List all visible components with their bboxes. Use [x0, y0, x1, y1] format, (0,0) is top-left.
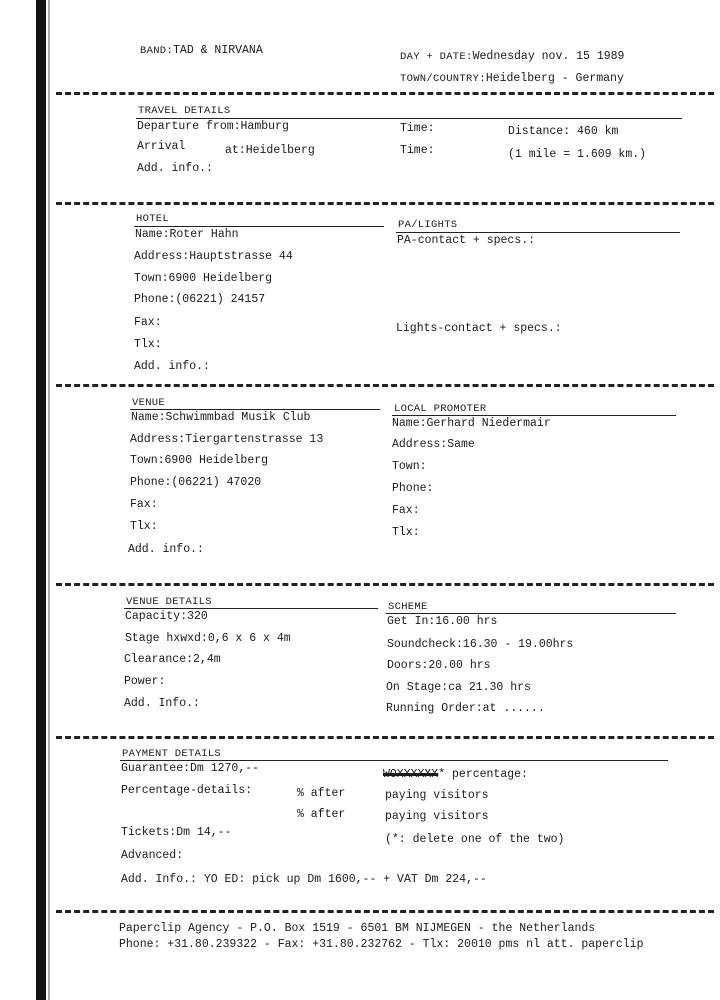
running-order: Running Order:at ...... [386, 702, 545, 715]
stage-dimensions: Stage hxwxd:0,6 x 6 x 4m [125, 632, 291, 645]
section-divider [56, 736, 714, 739]
section-title: LOCAL PROMOTER [394, 403, 487, 415]
tickets-price: Tickets:Dm 14,-- [121, 826, 232, 839]
venue-phone: Phone:(06221) 47020 [130, 476, 262, 489]
hotel-phone: Phone:(06221) 24157 [134, 293, 266, 306]
section-divider [56, 910, 714, 913]
agency-address: Paperclip Agency - P.O. Box 1519 - 6501 BM NIJMEGEN - the Netherlands [119, 922, 596, 935]
section-title: VENUE DETAILS [126, 596, 212, 608]
clearance-field: Clearance:2,4m [124, 653, 221, 666]
mile-conversion: (1 mile = 1.609 km.) [508, 148, 647, 161]
town-country-field: TOWN/COUNTRY:Heidelberg - Germany [400, 72, 624, 85]
payment-add-info: Add. Info.: YO ED: pick up Dm 1600,-- + VAT Dm 224,-- [121, 873, 487, 886]
venue-tlx: Tlx: [130, 520, 158, 533]
departure-field: Departure from:Hamburg [137, 120, 289, 133]
promoter-fax: Fax: [392, 504, 420, 517]
venue-address: Address:Tiergartenstrasse 13 [130, 433, 324, 446]
promoter-town: Town: [392, 460, 427, 473]
pa-contact: PA-contact + specs.: [397, 234, 536, 247]
promoter-tlx: Tlx: [392, 526, 420, 539]
section-rule [386, 613, 676, 614]
soundcheck-time: Soundcheck:16.30 - 19.00hrs [387, 638, 574, 651]
venue-town: Town:6900 Heidelberg [130, 454, 269, 467]
promoter-phone: Phone: [392, 482, 434, 495]
struck-out-option: WOXXXXXX [383, 768, 439, 781]
on-stage-time: On Stage:ca 21.30 hrs [386, 681, 531, 694]
delete-note: (*: delete one of the two) [385, 833, 565, 846]
scan-edge [36, 0, 46, 1000]
section-title: PA/LIGHTS [398, 219, 458, 231]
agency-contact: Phone: +31.80.239322 - Fax: +31.80.232762 - Tlx: 20010 pms nl att. paperclip [119, 938, 644, 951]
section-divider [56, 92, 714, 95]
hotel-town: Town:6900 Heidelberg [134, 272, 273, 285]
lights-contact: Lights-contact + specs.: [396, 322, 562, 335]
section-divider [56, 202, 714, 205]
hotel-address: Address:Hauptstrasse 44 [134, 250, 293, 263]
paying-visitors-2: paying visitors [385, 810, 489, 823]
section-rule [396, 232, 680, 233]
get-in-time: Get In:16.00 hrs [387, 615, 498, 628]
departure-time: Time: [400, 122, 435, 135]
power-field: Power: [124, 675, 166, 688]
section-rule [134, 226, 384, 227]
distance-field: Distance: 460 km [508, 125, 619, 138]
section-divider [56, 384, 714, 387]
after-field-2: % after [297, 808, 346, 821]
section-rule [124, 608, 378, 609]
section-rule [130, 409, 380, 410]
after-field-1: % after [297, 787, 346, 800]
section-rule [392, 415, 676, 416]
guarantee-field: Guarantee:Dm 1270,-- [121, 762, 260, 775]
arrival-label: Arrival [137, 140, 186, 153]
section-divider [56, 583, 714, 586]
hotel-fax: Fax: [134, 316, 162, 329]
doors-time: Doors:20.00 hrs [387, 659, 491, 672]
venue-add-info: Add. info.: [128, 543, 204, 556]
advanced-field: Advanced: [121, 849, 184, 862]
section-rule [120, 760, 668, 761]
capacity-field: Capacity:320 [125, 610, 208, 623]
promoter-address: Address:Same [392, 438, 475, 451]
section-rule [136, 118, 682, 119]
venue-details-add-info: Add. Info.: [124, 697, 200, 710]
band-field: BAND:TAD & NIRVANA [140, 44, 263, 57]
promoter-name: Name:Gerhard Niedermair [392, 417, 551, 430]
section-title: HOTEL [136, 213, 170, 225]
hotel-tlx: Tlx: [134, 338, 162, 351]
hotel-name: Name:Roter Hahn [135, 228, 239, 241]
percentage-details: Percentage-details: [121, 784, 253, 797]
section-title: PAYMENT DETAILS [122, 748, 222, 760]
section-title: TRAVEL DETAILS [138, 105, 231, 117]
venue-name: Name:Schwimmbad Musik Club [131, 411, 311, 424]
section-title: VENUE [132, 397, 166, 409]
arrival-field: at:Heidelberg [225, 144, 315, 157]
date-field: DAY + DATE:Wednesday nov. 15 1989 [400, 50, 625, 63]
travel-add-info: Add. info.: [137, 162, 213, 175]
percentage-choice: WOXXXXXX* percentage: [383, 768, 528, 781]
arrival-time: Time: [400, 144, 435, 157]
hotel-add-info: Add. info.: [134, 360, 210, 373]
scan-edge-shadow [48, 0, 50, 1000]
section-title: SCHEME [388, 601, 428, 613]
paying-visitors-1: paying visitors [385, 789, 489, 802]
venue-fax: Fax: [130, 498, 158, 511]
